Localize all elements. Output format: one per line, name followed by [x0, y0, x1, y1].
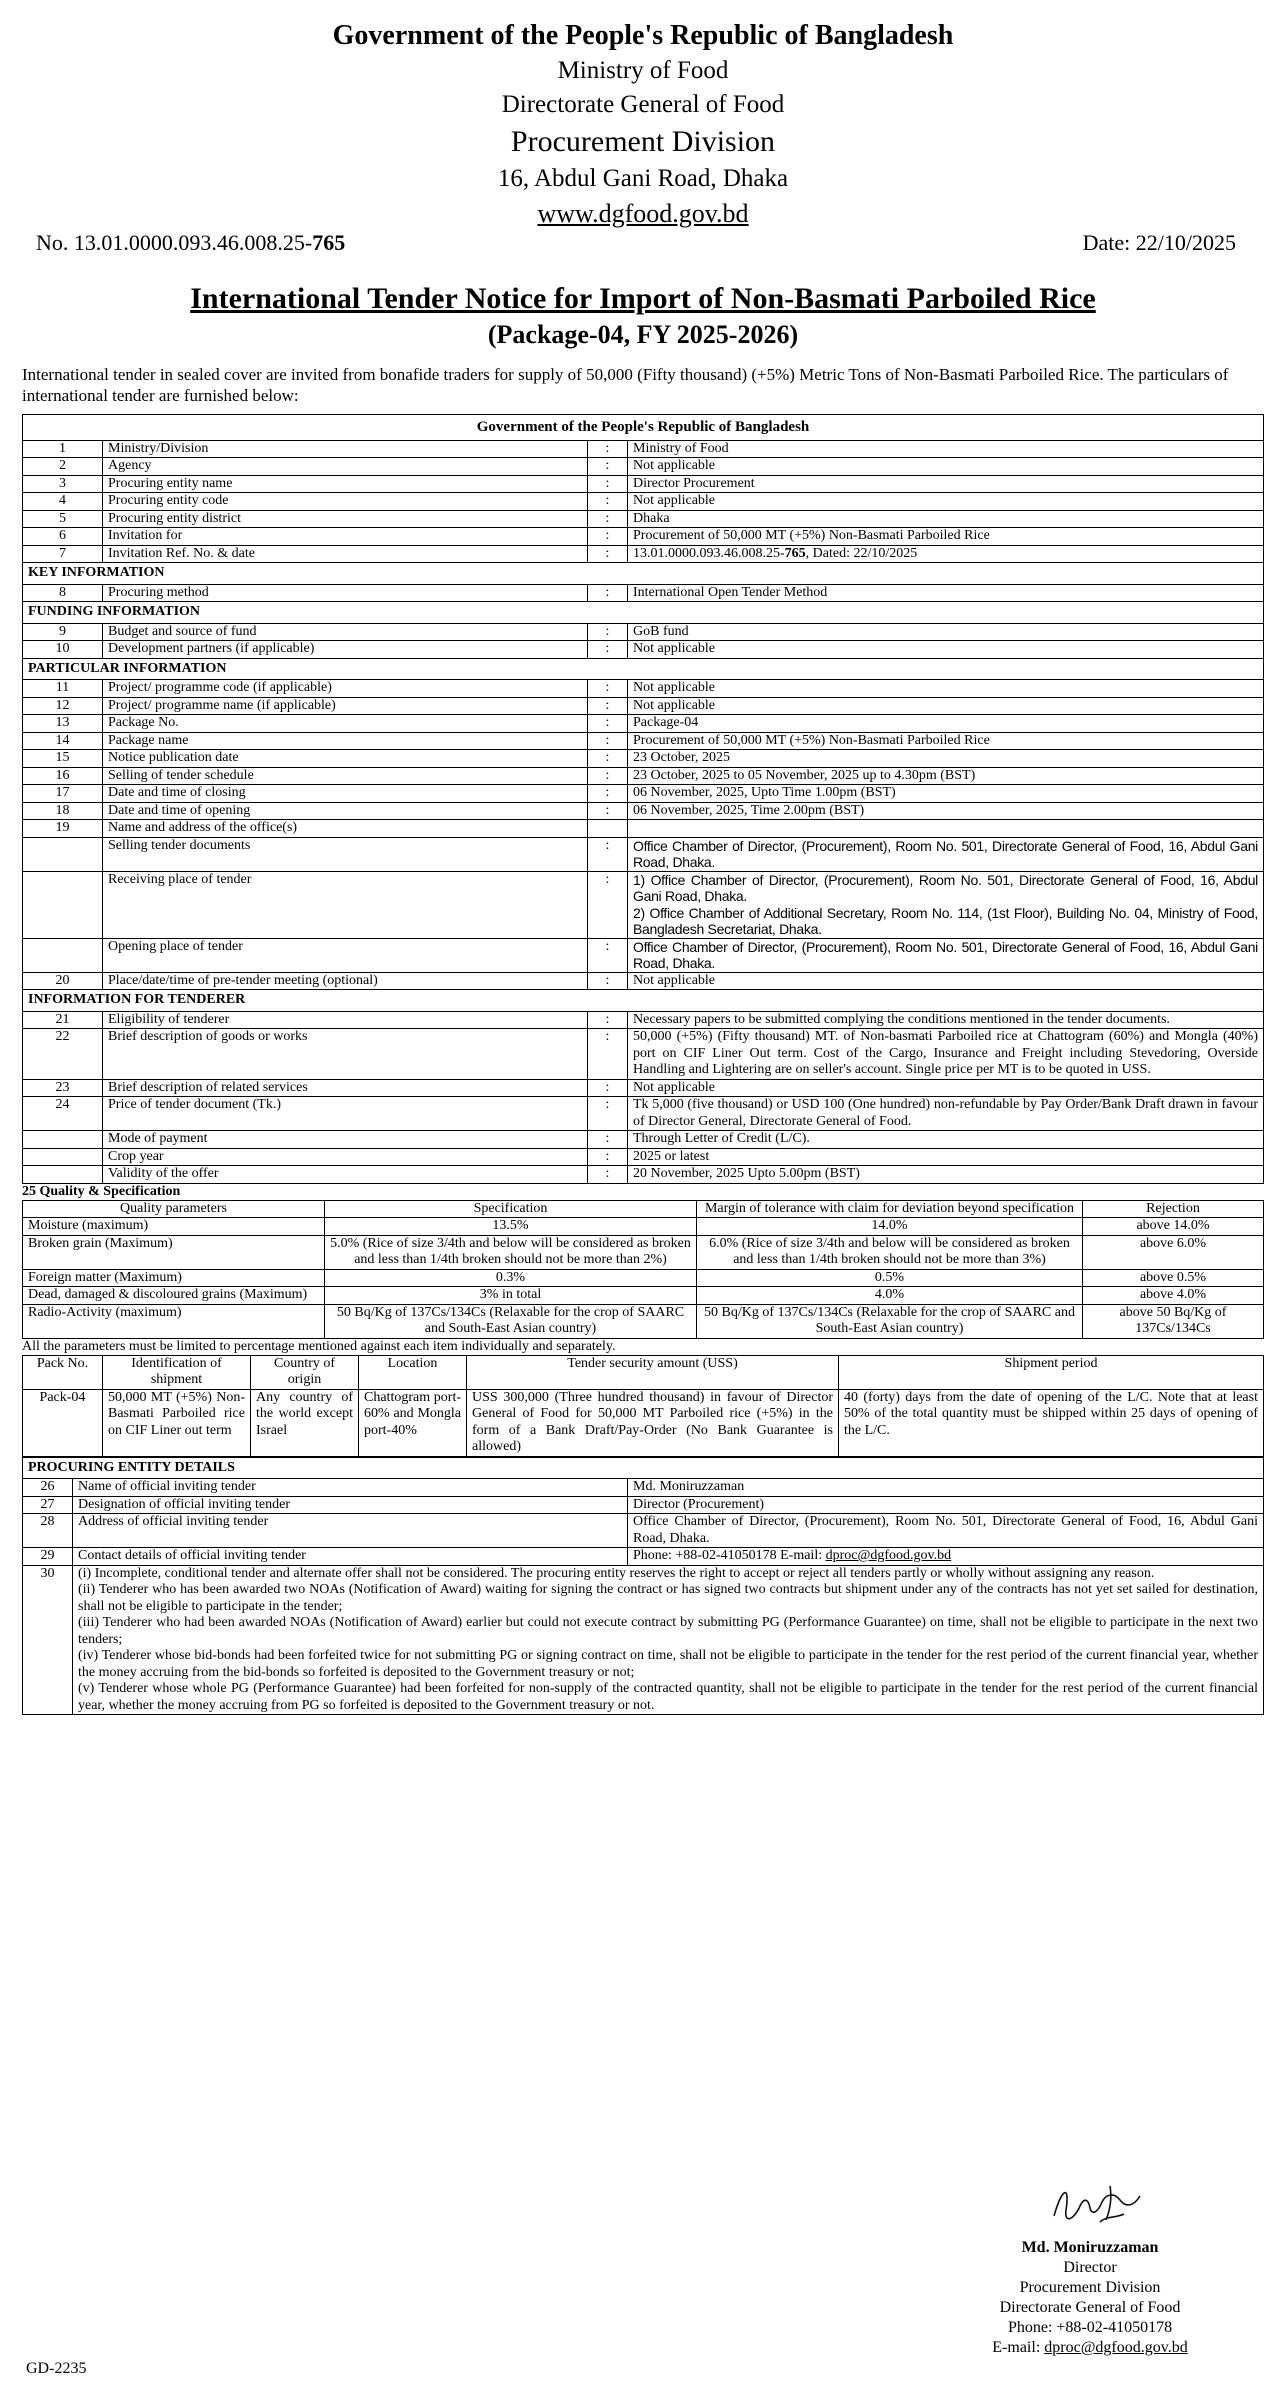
table-header-row: Government of the People's Republic of Bangladesh	[23, 415, 1264, 441]
quality-note: All the parameters must be limited to percentage mentioned against each item individually and separately.	[22, 1338, 616, 1354]
table-row: Validity of the offer : 20 November, 2025 Upto 5.00pm (BST)	[23, 1166, 1264, 1184]
signatory-title: Director	[1063, 2259, 1117, 2276]
quality-header-row: Quality parameters Specification Margin of tolerance with claim for deviation beyond specification Rejection	[23, 1200, 1264, 1218]
quality-heading: 25 Quality & Specification	[22, 1183, 181, 1199]
table-row: 10 Development partners (if applicable) : Not applicable	[23, 641, 1264, 659]
website-link[interactable]: www.dgfood.gov.bd	[537, 199, 749, 228]
table-row: Mode of payment : Through Letter of Credit (L/C).	[23, 1131, 1264, 1149]
table-row: 23 Brief description of related services : Not applicable	[23, 1079, 1264, 1097]
quality-row: Dead, damaged & discoloured grains (Maximum) 3% in total 4.0% above 4.0%	[23, 1287, 1264, 1305]
table-row: Crop year : 2025 or latest	[23, 1148, 1264, 1166]
table-row: 20 Place/date/time of pre-tender meeting (optional) : Not applicable	[23, 972, 1264, 990]
table-row: 8 Procuring method : International Open Tender Method	[23, 584, 1264, 602]
entity-row: 27 Designation of official inviting tender Director (Procurement)	[23, 1496, 1264, 1514]
notice-title: International Tender Notice for Import of Non-Basmati Parboiled Rice	[190, 282, 1096, 315]
table-row: 2 Agency : Not applicable	[23, 458, 1264, 476]
section-funding: FUNDING INFORMATION	[23, 602, 1264, 624]
office-address: 16, Abdul Gani Road, Dhaka	[497, 165, 789, 192]
table-row: 14 Package name : Procurement of 50,000 MT (+5%) Non-Basmati Parboiled Rice	[23, 732, 1264, 750]
table-row: 11 Project/ programme code (if applicable) : Not applicable	[23, 680, 1264, 698]
table-row: 15 Notice publication date : 23 October, 2025	[23, 750, 1264, 768]
quality-row: Foreign matter (Maximum) 0.3% 0.5% above 0.5%	[23, 1269, 1264, 1287]
condition-item: (iv) Tenderer whose bid-bonds had been forfeited twice for not submitting PG or signing contract on time, shall not be eligible to participate in the tender for the rest period of the current financial year, whether the money accruing from the bid-bonds so forfeited is deposited to the Government treasury or not;	[78, 1648, 1258, 1680]
table-row: 5 Procuring entity district : Dhaka	[23, 510, 1264, 528]
entity-row: 28 Address of official inviting tender Office Chamber of Director, (Procurement), Room No. 501, Directorate General of Food, 16, Abdul Gani Road, Dhaka.	[23, 1514, 1264, 1548]
table-row: 13 Package No. : Package-04	[23, 715, 1264, 733]
signatory-email: E-mail: dproc@dgfood.gov.bd	[992, 2339, 1188, 2356]
entity-row: 29 Contact details of official inviting tender Phone: +88-02-41050178 E-mail: dproc@dgfood.gov.bd	[23, 1548, 1264, 1566]
table-row: 1 Ministry/Division : Ministry of Food	[23, 440, 1264, 458]
notice-date: Date: 22/10/2025	[1082, 230, 1236, 255]
shipment-row: Pack-04 50,000 MT (+5%) Non-Basmati Parboiled rice on CIF Liner out term Any country of the world except Israel Chattogram port-60% and Mongla port-40% USS 300,000 (Three hundred thousand) in favour of Director General of Food for 50,000 MT Parboiled rice (+5%) in the form of a Bank Draft/Pay-Order (No Bank Guarantee is allowed) 40 (forty) days from the date of opening of the L/C. Note that at least 50% of the total quantity must be shipped within 25 days of opening of the L/C.	[23, 1389, 1264, 1456]
table-row: 22 Brief description of goods or works : 50,000 (+5%) (Fifty thousand) MT. of Non-basmati Parboiled rice at Chattogram (60%) and Mongla (40%) port on CIF Liner Out term. Cost of the Cargo, Insurance and Freight including Stevedoring, Overside Handling and Lightering are on seller's account. Single price per MT is to be quoted in USS.	[23, 1029, 1264, 1080]
table-row: 19 Name and address of the office(s)	[23, 820, 1264, 838]
table-row: 21 Eligibility of tenderer : Necessary papers to be submitted complying the conditions mentioned in the tender documents.	[23, 1011, 1264, 1029]
table-row: Selling tender documents : Office Chamber of Director, (Procurement), Room No. 501, Directorate General of Food, 16, Abdul Gani Road, Dhaka.	[23, 837, 1264, 871]
intro-paragraph: International tender in sealed cover are invited from bonafide traders for supply of 50,000 (Fifty thousand) (+5%) Metric Tons of Non-Basmati Parboiled Rice. The particulars of international tender are furnished below:	[22, 365, 1229, 405]
condition-item: (i) Incomplete, conditional tender and alternate offer shall not be considered. The procuring entity reserves the right to accept or reject all tenders partly or wholly without assigning any reason.	[78, 1565, 1155, 1581]
reference-number: No. 13.01.0000.093.46.008.25-765	[36, 230, 346, 255]
notice-subtitle: (Package-04, FY 2025-2026)	[487, 320, 799, 349]
table-row: 18 Date and time of opening : 06 November, 2025, Time 2.00pm (BST)	[23, 802, 1264, 820]
table-row: 6 Invitation for : Procurement of 50,000 MT (+5%) Non-Basmati Parboiled Rice	[23, 528, 1264, 546]
footer-code: GD-2235	[26, 2360, 87, 2377]
condition-item: (v) Tenderer whose whole PG (Performance Guarantee) had been forfeited for non-supply of the contracted quantity, shall not be eligible to participate in the tender for the rest period of the current financial year, whether the money accruing from PG so forfeited is deposited to the Government treasury or not.	[78, 1681, 1258, 1713]
section-tenderer: INFORMATION FOR TENDERER	[23, 990, 1264, 1012]
division-name: Procurement Division	[510, 125, 776, 158]
condition-item: (iii) Tenderer who had been awarded NOAs (Notification of Award) earlier but could not execute contract by submitting PG (Performance Guarantee) on time, shall not be eligible to participate in the next two tenders;	[78, 1615, 1258, 1647]
ministry-name: Ministry of Food	[557, 57, 729, 84]
conditions-row: 30 (i) Incomplete, conditional tender and alternate offer shall not be considered. The procuring entity reserves the right to accept or reject all tenders partly or wholly without assigning any reason. (ii) Tenderer who has been awarded two NOAs (Notification of Award) waiting for signing the contract or has signed two contracts but shipment under any of the contracts has not yet set sailed for destination, shall not be eligible to participate in the tender; (iii) Tenderer who had been awarded NOAs (Notification of Award) earlier but could not execute contract by submitting PG (Performance Guarantee) on time, shall not be eligible to participate in the next two tenders; (iv) Tenderer whose bid-bonds had been forfeited twice for not submitting PG or signing contract on time, shall not be eligible to participate in the tender for the rest period of the current financial year, whether the money accruing from the bid-bonds so forfeited is deposited to the Government treasury or not; (v) Tenderer whose whole PG (Performance Guarantee) had been forfeited for non-supply of the contracted quantity, shall not be eligible to participate in the tender for the rest period of the current financial year, whether the money accruing from PG so forfeited is deposited to the Government treasury or not.	[23, 1565, 1264, 1715]
email-link[interactable]: dproc@dgfood.gov.bd	[1044, 2339, 1188, 2356]
procuring-entity-table	[22, 1457, 1264, 1716]
signature-block	[940, 2176, 1240, 2358]
table-row: Receiving place of tender : 1) Office Chamber of Director, (Procurement), Room No. 501, Directorate General of Food, 16, Abdul Gani Road, Dhaka. 2) Office Chamber of Additional Secretary, Room No. 114, (1st Floor), Building No. 04, Ministry of Food, Bangladesh Secretariat, Dhaka.	[23, 871, 1264, 938]
table-row: 12 Project/ programme name (if applicable) : Not applicable	[23, 697, 1264, 715]
condition-item: (ii) Tenderer who has been awarded two NOAs (Notification of Award) waiting for signing the contract or has signed two contracts but shipment under any of the contracts has not yet set sailed for destination, shall not be eligible to participate in the tender;	[78, 1582, 1258, 1614]
table-row: Opening place of tender : Office Chamber of Director, (Procurement), Room No. 501, Directorate General of Food, 16, Abdul Gani Road, Dhaka.	[23, 938, 1264, 972]
section-procuring: PROCURING ENTITY DETAILS	[23, 1457, 1264, 1479]
shipment-table	[22, 1355, 1264, 1457]
signatory-division: Procurement Division	[1019, 2279, 1161, 2296]
table-row: 24 Price of tender document (Tk.) : Tk 5,000 (five thousand) or USD 100 (One hundred) non-refundable by Pay Order/Bank Draft drawn in favour of Director General, Directorate General of Food.	[23, 1097, 1264, 1131]
signatory-name: Md. Moniruzzaman	[1021, 2239, 1159, 2256]
letterhead	[22, 0, 1264, 232]
quality-table	[22, 1200, 1264, 1339]
section-key: KEY INFORMATION	[23, 563, 1264, 585]
quality-row: Radio-Activity (maximum) 50 Bq/Kg of 137Cs/134Cs (Relaxable for the crop of SAARC and South-East Asian country) 50 Bq/Kg of 137Cs/134Cs (Relaxable for the crop of SAARC and South-East Asian country) above 50 Bq/Kg of 137Cs/134Cs	[23, 1304, 1264, 1338]
table-row: 16 Selling of tender schedule : 23 October, 2025 to 05 November, 2025 up to 4.30pm (BST)	[23, 767, 1264, 785]
quality-row: Moisture (maximum) 13.5% 14.0% above 14.0%	[23, 1218, 1264, 1236]
table-row: 9 Budget and source of fund : GoB fund	[23, 623, 1264, 641]
shipment-header-row: Pack No. Identification of shipment Country of origin Location Tender security amount (USS) Shipment period	[23, 1355, 1264, 1389]
signatory-phone: Phone: +88-02-41050178	[1007, 2319, 1173, 2336]
entity-row: 26 Name of official inviting tender Md. Moniruzzaman	[23, 1479, 1264, 1497]
table-row: 3 Procuring entity name : Director Procurement	[23, 475, 1264, 493]
table-row: 4 Procuring entity code : Not applicable	[23, 493, 1264, 511]
signature-mark	[940, 2176, 1240, 2238]
contact-email-link[interactable]: dproc@dgfood.gov.bd	[825, 1548, 952, 1563]
tender-particulars-table	[22, 414, 1264, 1184]
directorate-name: Directorate General of Food	[501, 91, 785, 118]
table-row: 7 Invitation Ref. No. & date : 13.01.0000.093.46.008.25-765, Dated: 22/10/2025	[23, 545, 1264, 563]
govt-title: Government of the People's Republic of Bangladesh	[332, 20, 954, 51]
table-row: 17 Date and time of closing : 06 November, 2025, Upto Time 1.00pm (BST)	[23, 785, 1264, 803]
signatory-org: Directorate General of Food	[999, 2299, 1181, 2316]
reference-line	[22, 230, 1264, 260]
quality-row: Broken grain (Maximum) 5.0% (Rice of size 3/4th and below will be considered as broken and less than 1/4th broken should not be more than 2%) 6.0% (Rice of size 3/4th and below will be considered as broken and less than 1/4th broken should not be more than 3%) above 6.0%	[23, 1235, 1264, 1269]
section-particular: PARTICULAR INFORMATION	[23, 658, 1264, 680]
